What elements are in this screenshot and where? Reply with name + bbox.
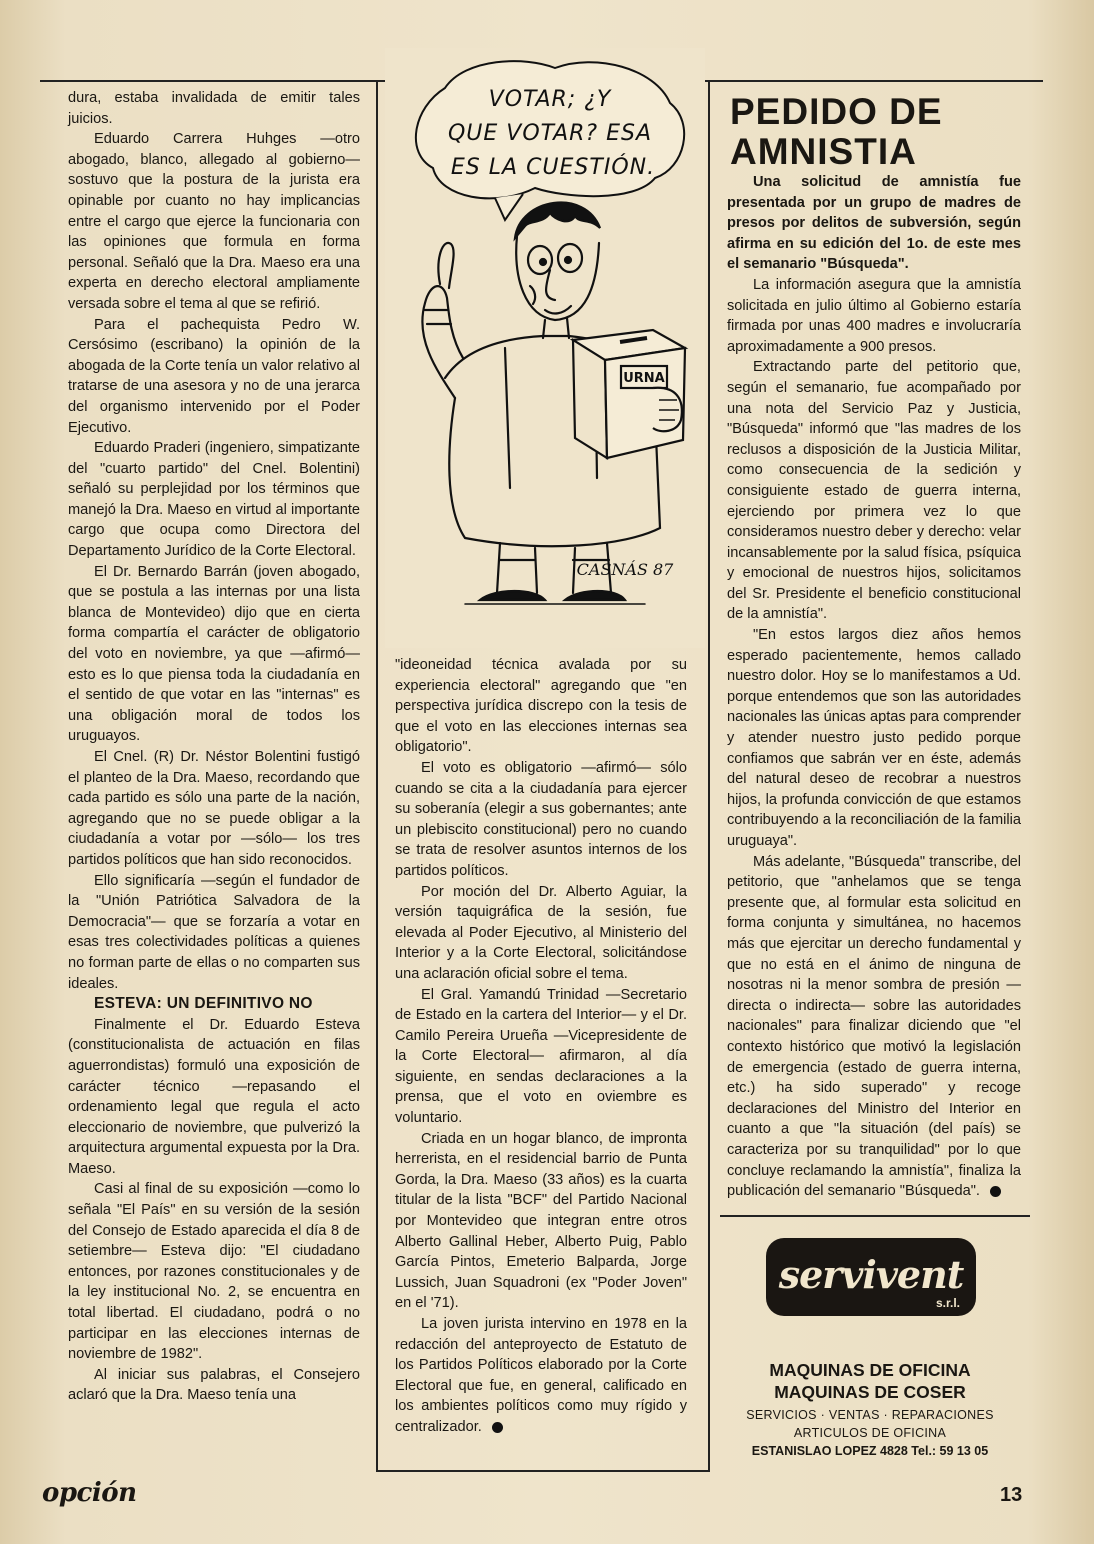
ad-line: MAQUINAS DE COSER	[774, 1382, 966, 1402]
ad-line: MAQUINAS DE OFICINA	[769, 1360, 971, 1380]
paragraph: Eduardo Carrera Huhges —otro abogado, blanco, allegado al gobierno— sostuvo que la postura de la jurista era opinable por cuanto no hay implicancias entre el cargo que ejerce la funcionaria con las opiniones que formula en forma personal. Señaló que la Dra. Maeso era una experta en derecho electoral ampliamente versada sobre el tema al que se refirió.	[68, 131, 360, 312]
ad-brand-suffix: s.r.l.	[935, 1296, 960, 1310]
paragraph: Eduardo Praderi (ingeniero, simpatizante del "cuarto partido" del Cnel. Bolentini) señaló su perplejidad por los términos que manejó la Dra. Maeso en virtud al importante cargo que ocupa como Directora del Departamento Jurídico de la Corte Electoral.	[68, 440, 360, 560]
cartoonist-signature: CASNÁS 87	[576, 560, 674, 579]
bubble-line: ES LA CUESTIÓN.	[450, 155, 656, 180]
right-column	[727, 172, 1021, 1202]
paragraph: La joven jurista intervino en 1978 en la redacción del anteproyecto de Estatuto de los Partidos Políticos elaborado por la Corte Electoral que fue, en general, calificado en los ambientes políticos como muy rígido y centralizador.	[395, 1316, 687, 1435]
page-number: 13	[1000, 1484, 1023, 1506]
paragraph: Criada en un hogar blanco, de impronta herrerista, en el residencial barrio de Punta Gorda, la Dra. Maeso (33 años) es la cuarta titular de la lista "BCF" del Partido Nacional por Montevideo que integran entre otros Alberto Gallinal Heber, Alberto Puig, Pablo García Pintos, Emeterio Balparda, Jorge Lussich, Juan Squadroni (ex "Poder Joven" en el '71).	[395, 1130, 687, 1312]
article-lead: Una solicitud de amnistía fue presentada por un grupo de madres de presos por delitos de subversión, según afirma en su edición del 1o. de este mes el semanario "Búsqueda".	[727, 174, 1021, 273]
ad-line: SERVICIOS · VENTAS · REPARACIONES	[746, 1408, 994, 1422]
column-rule	[376, 80, 378, 1470]
section-subhead: ESTEVA: UN DEFINITIVO NO	[94, 995, 313, 1013]
paragraph: Extractando parte del petitorio que, según el semanario, fue acompañado por una nota del Servicio Paz y Justicia, "Búsqueda" informó que "las madres de los reclusos a disposición de la Justicia Militar, como consecuencia de la sedición y consiguiente estado de guerra interna, ejerciendo por primera vez lo que consideramos nuestro deber y derecho: velar incansablemente por la salud física, psíquica y emocional de nuestros hijos, solicitamos del Sr. Presidente el beneficio constitucional de la amnistía".	[727, 359, 1021, 623]
paragraph: Por moción del Dr. Alberto Aguiar, la versión taquigráfica de la sesión, fue elevada al Poder Ejecutivo, al Ministerio del Interior y a la Corte Electoral, solicitándose una aclaración oficial sobre el tema.	[395, 883, 687, 982]
bottom-rule	[376, 1470, 710, 1472]
article-headline	[730, 92, 1030, 172]
bubble-line: VOTAR; ¿Y	[488, 87, 612, 112]
paragraph: Casi al final de su exposición —como lo señala "El País" en su versión de la sesión del Consejo de Estado aparecida el día 8 de setiembre— Esteva dijo: "El ciudadano entonces, por razones constitucionales y de la ley institucional No. 2, se encuentra en total libertad. El ciudadano, podrá o no participar en las elecciones internas de noviembre de 1982".	[68, 1181, 360, 1363]
paragraph: Al iniciar sus palabras, el Consejero aclaró que la Dra. Maeso tenía una	[68, 1366, 360, 1404]
paragraph: El Cnel. (R) Dr. Néstor Bolentini fustigó el planteo de la Dra. Maeso, recordando que cada partido es sólo una parte de la nación, agregando que no se puede obligar a la ciudadanía a votar por —sólo— los tres partidos políticos que han sido reconocidos.	[68, 749, 360, 868]
column-rule	[708, 80, 710, 1470]
headline-line: PEDIDO DE	[730, 91, 943, 132]
servivent-logo	[766, 1238, 976, 1316]
paragraph: El Dr. Bernardo Barrán (joven abogado, que se postula a las internas por una lista blanca de Montevideo) dijo que en cierta forma compartía el carácter de obligatorio del voto en noviembre, ya que —afirmó— esto es lo que piensa toda la ciudadanía en el sentido de que votar en las "internas" es una obligación moral de todos los uruguayos.	[68, 563, 360, 745]
advertisement	[720, 1222, 1020, 1472]
end-bullet-icon	[990, 1186, 1001, 1197]
magazine-logo: opción	[42, 1478, 137, 1508]
paragraph: Para el pachequista Pedro W. Cersósimo (escribano) la opinión de la abogada de la Corte tenía un valor relativo al tratarse de una asesora y no de una jerarca del organismo intervenido por el Poder Ejecutivo.	[68, 316, 360, 436]
bubble-line: QUE VOTAR? ESA	[447, 121, 653, 146]
middle-column	[395, 655, 687, 1438]
urn-label: URNA	[623, 371, 665, 386]
ad-address: ESTANISLAO LOPEZ 4828 Tel.: 59 13 05	[751, 1444, 989, 1458]
paragraph: dura, estaba invalidada de emitir tales juicios.	[68, 90, 360, 127]
ad-separator	[720, 1215, 1030, 1217]
ad-brand: servivent	[778, 1252, 964, 1297]
paragraph: Finalmente el Dr. Eduardo Esteva (constitucionalista de actuación en filas aguerrondistas) formuló una exposición de carácter técnico —repasando el ordenamiento legal que regula el acto eleccionario de noviembre, que pulverizó la arquitectura argumental expuesta por la Dra. Maeso.	[68, 1016, 360, 1177]
paragraph: "En estos largos diez años hemos esperado pacientemente, hemos callado nuestro dolor. Hoy se lo manifestamos a Ud. porque entendemos que son las autoridades nacionales las únicas aptas para comprender y atender nuestro justo pedido porque confiamos que sabrán ver en éste, además del natural deseo de recobrar a nuestros hijos, la profunda convicción de que estamos contribuyendo a la reconciliación de la familia uruguaya".	[727, 627, 1021, 849]
paragraph: El Gral. Yamandú Trinidad —Secretario de Estado en la cartera del Interior— y el Dr. Camilo Pereira Urueña —Vicepresidente de la Corte Electoral— afirmaron, al día siguiente, en sendas declaraciones a la prensa, que el voto en oviembre es voluntario.	[395, 986, 687, 1127]
left-column	[68, 88, 360, 1406]
paragraph: "ideoneidad técnica avalada por su experiencia electoral" agregando que "en perspectiva jurídica discrepo con la tesis de que el voto en las elecciones internas sea obligatorio".	[395, 657, 687, 756]
paragraph: Más adelante, "Búsqueda" transcribe, del petitorio, que "anhelamos que se tenga presente que, al formular esta solicitud en forma conjunta y simultánea, no hacemos más que ejercitar un derecho fundamental y que no está en el ánimo de ninguna de nosotras ni la menor sombra de presión —directa o indirecta— sobre las autoridades nacionales" para finalizar diciendo que "el contexto histórico que motivó la legislación de emergencia (estado de guerra interna, etc.) ha sido superado" y recoge declaraciones del Ministro del Interior en cuanto a que "la situación (del país) se caracteriza por su tranquilidad" por lo que concluye reclamando la amnistía", finaliza la publicación del semanario "Búsqueda".	[727, 853, 1021, 1200]
paragraph: Ello significaría —según el fundador de la "Unión Patriótica Salvadora de la Democracia"— que se forzaría a votar en esas tres colectividades políticas a quienes no forman parte de ellas o no comparten sus ideales.	[68, 872, 360, 992]
paragraph: El voto es obligatorio —afirmó— sólo cuando se cita a la ciudadanía para ejercer su soberanía (elegir a sus gobernantes; ante un plebiscito constitucional) pero no cuando se trata de resolver asuntos internos de los partidos políticos.	[395, 759, 687, 879]
ad-line: ARTICULOS DE OFICINA	[793, 1426, 947, 1440]
paragraph: La información asegura que la amnistía solicitada en julio último al Gobierno estaría firmada por unas 400 madres e involucraría aproximadamente a 900 presos.	[727, 276, 1021, 355]
headline-line: AMNISTIA	[730, 131, 917, 172]
cartoon-illustration	[385, 48, 705, 648]
ballot-box-icon	[573, 330, 685, 458]
end-bullet-icon	[492, 1422, 503, 1433]
